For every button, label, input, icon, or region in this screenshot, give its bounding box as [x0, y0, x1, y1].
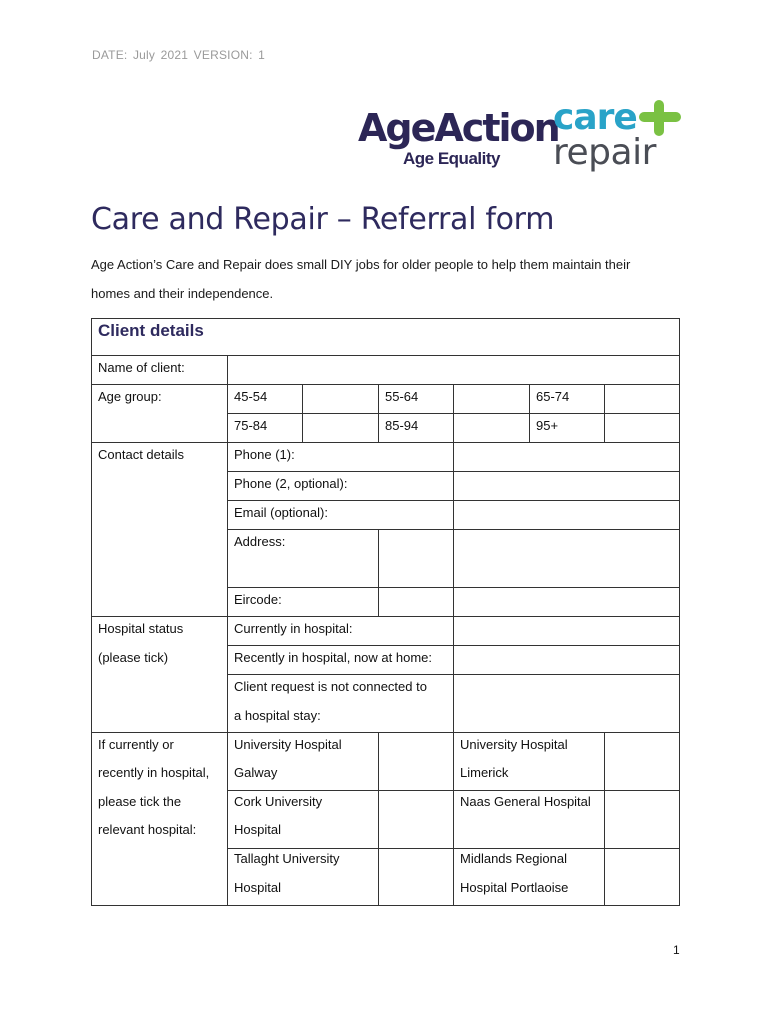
status-not-connected-checkbox[interactable]	[454, 675, 679, 732]
age-checkbox-45-54[interactable]	[303, 385, 378, 413]
hospital-tallaght-checkbox[interactable]	[379, 849, 453, 905]
age-group-label: Age group:	[98, 389, 162, 404]
email-field[interactable]	[454, 501, 679, 529]
client-name-field[interactable]	[228, 356, 679, 384]
intro-line-1: Age Action’s Care and Repair does small DIY jobs for older people to help them maintain their	[91, 257, 631, 272]
age-checkbox-65-74[interactable]	[605, 385, 679, 413]
hospital-limerick-line-1: University Hospital	[460, 737, 568, 752]
status-not-connected-line-1: Client request is not connected to	[234, 679, 427, 694]
hospital-limerick-line-2: Limerick	[460, 765, 509, 780]
address-field[interactable]	[379, 530, 679, 587]
status-not-connected-line-2: a hospital stay:	[234, 708, 321, 723]
hospital-status-hint: (please tick)	[98, 650, 169, 665]
age-checkbox-95-plus[interactable]	[605, 414, 679, 442]
column-divider	[378, 384, 379, 442]
hospital-question-line-1: If currently or	[98, 737, 174, 752]
hospital-naas-checkbox[interactable]	[605, 791, 679, 848]
age-option-45-54: 45-54	[234, 389, 268, 404]
contact-details-label: Contact details	[98, 447, 184, 462]
intro-paragraph	[91, 250, 691, 308]
age-checkbox-85-94[interactable]	[454, 414, 529, 442]
phone-1-field[interactable]	[454, 443, 679, 471]
eircode-field[interactable]	[379, 588, 679, 616]
hospital-tallaght-line-1: Tallaght University	[234, 851, 340, 866]
status-recently-label: Recently in hospital, now at home:	[234, 650, 432, 665]
hospital-midlands-line-1: Midlands Regional	[460, 851, 567, 866]
hospital-galway-checkbox[interactable]	[379, 733, 453, 790]
phone-1-label: Phone (1):	[234, 447, 295, 462]
repair-wordmark: repair	[553, 132, 656, 173]
hospital-cork-line-1: Cork University	[234, 794, 323, 809]
hospital-question-line-3: please tick the	[98, 794, 182, 809]
hospital-cork-checkbox[interactable]	[379, 791, 453, 848]
hospital-question-line-2: recently in hospital,	[98, 765, 210, 780]
age-action-logo	[358, 106, 559, 174]
status-currently-checkbox[interactable]	[454, 617, 679, 645]
hospital-cork-line-2: Hospital	[234, 822, 281, 837]
column-divider	[453, 732, 454, 906]
hospital-naas-label: Naas General Hospital	[460, 794, 591, 809]
hospital-question-line-4: relevant hospital:	[98, 822, 197, 837]
age-option-55-64: 55-64	[385, 389, 419, 404]
email-label: Email (optional):	[234, 505, 328, 520]
hospital-midlands-checkbox[interactable]	[605, 849, 679, 905]
hospital-galway-line-1: University Hospital	[234, 737, 342, 752]
page-title: Care and Repair – Referral form	[91, 202, 555, 237]
address-label: Address:	[234, 534, 286, 549]
care-wordmark: care	[553, 97, 637, 138]
hospital-limerick-checkbox[interactable]	[605, 733, 679, 790]
document-date-version: DATE: July 2021 VERSION: 1	[92, 48, 266, 62]
section-title: Client details	[98, 321, 204, 340]
column-divider	[227, 355, 228, 906]
plus-icon	[639, 100, 681, 136]
care-repair-logo	[553, 98, 683, 178]
intro-line-2: homes and their independence.	[91, 286, 274, 301]
age-option-65-74: 65-74	[536, 389, 570, 404]
age-action-tagline: Age Equality	[403, 149, 500, 168]
age-checkbox-75-84[interactable]	[303, 414, 378, 442]
client-details-form	[91, 318, 680, 906]
status-recently-checkbox[interactable]	[454, 646, 679, 674]
age-option-75-84: 75-84	[234, 418, 268, 433]
client-name-label: Name of client:	[98, 360, 185, 375]
phone-2-label: Phone (2, optional):	[234, 476, 348, 491]
hospital-galway-line-2: Galway	[234, 765, 278, 780]
page-number: 1	[673, 943, 680, 957]
age-option-95-plus: 95+	[536, 418, 559, 433]
phone-2-field[interactable]	[454, 472, 679, 500]
eircode-label: Eircode:	[234, 592, 282, 607]
hospital-tallaght-line-2: Hospital	[234, 880, 281, 895]
age-option-85-94: 85-94	[385, 418, 419, 433]
age-checkbox-55-64[interactable]	[454, 385, 529, 413]
column-divider	[529, 384, 530, 442]
row-divider	[91, 384, 680, 385]
hospital-status-label: Hospital status	[98, 621, 184, 636]
age-action-wordmark: AgeAction	[358, 106, 559, 150]
status-currently-label: Currently in hospital:	[234, 621, 353, 636]
hospital-midlands-line-2: Hospital Portlaoise	[460, 880, 569, 895]
